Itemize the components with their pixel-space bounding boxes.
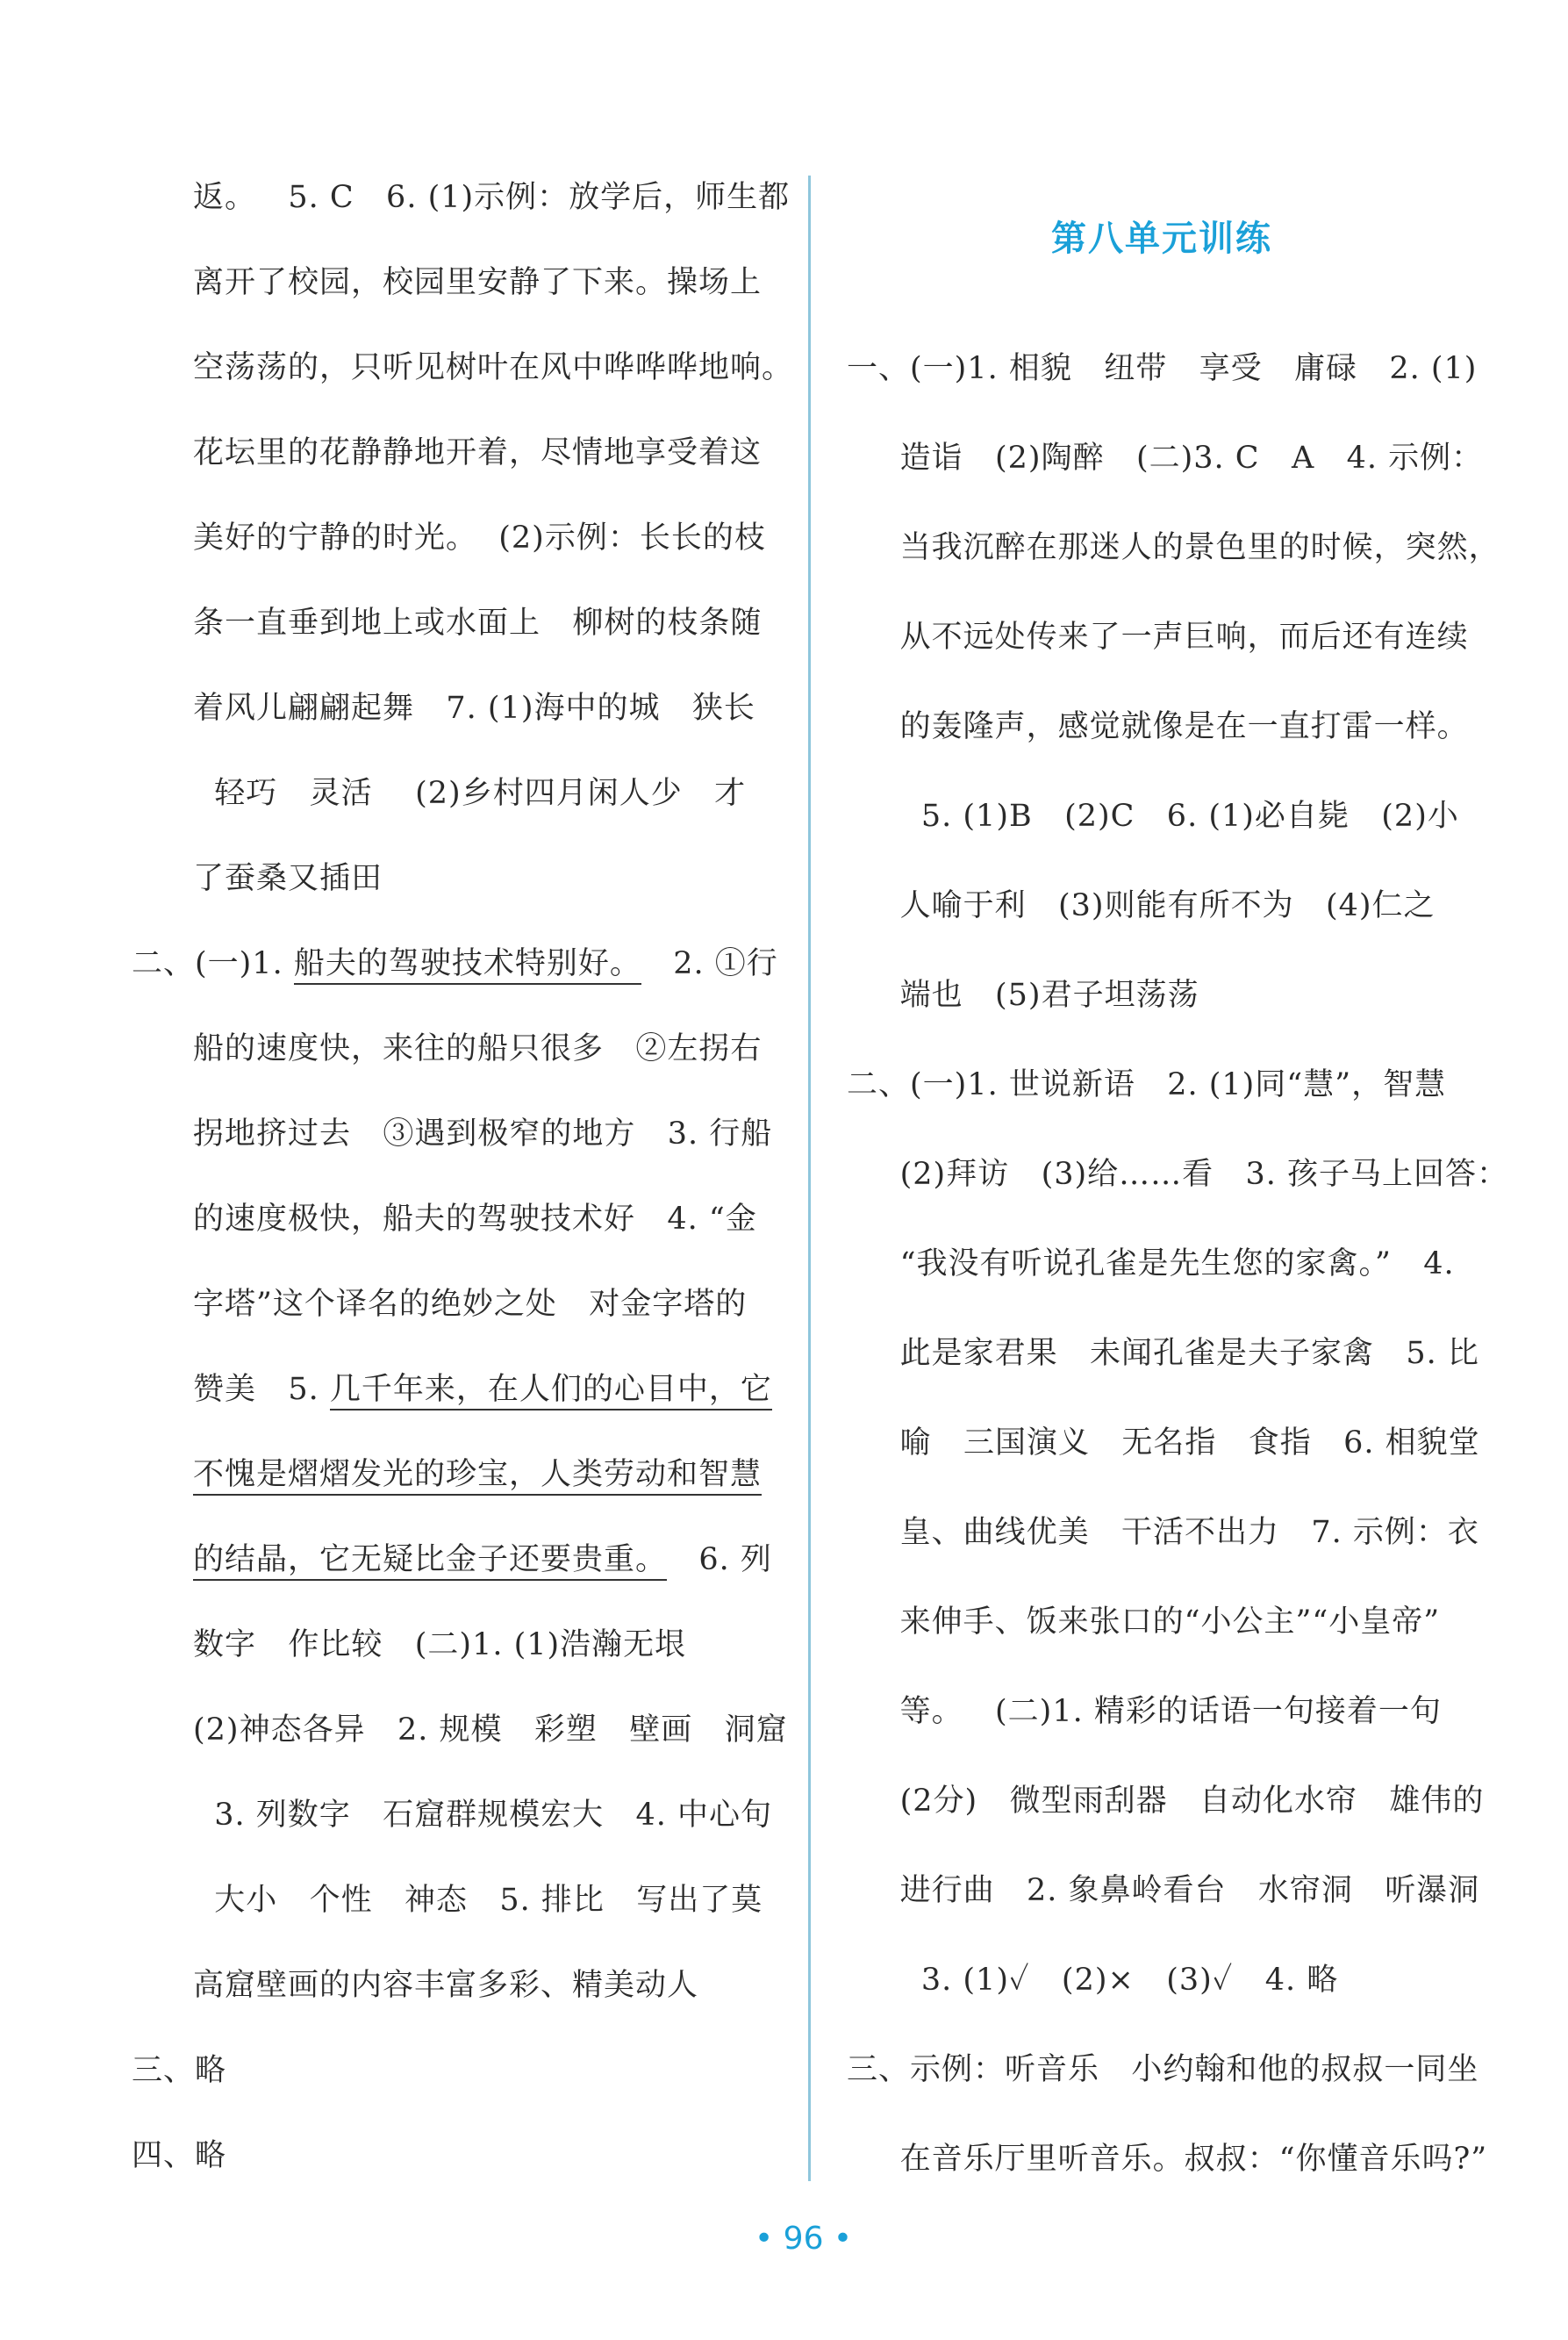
right-line-17: (2分) 微型雨刮器 自动化水帘 雄伟的 (847, 1784, 1485, 1819)
left-line-15-head: 赞美 5. (193, 1372, 330, 1407)
right-line-1: 一、(一)1. 相貌 纽带 享受 庸碌 2. (1) (847, 351, 1478, 386)
right-line-5: 的轰隆声，感觉就像是在一直打雷一样。 (847, 709, 1469, 744)
right-line-11: “我没有听说孔雀是先生您的家禽。” 4. (847, 1246, 1455, 1281)
underlined-answer-1: 船夫的驾驶技术特别好。 (294, 946, 641, 985)
section-two-label: 二、(一)1. (132, 946, 294, 981)
left-line-24: 四、略 (132, 2138, 227, 2173)
right-line-16: 等。 (二)1. 精彩的话语一句接着一句 (847, 1694, 1442, 1729)
left-line-19: (2)神态各异 2. 规模 彩塑 壁画 洞窟 (193, 1712, 788, 1748)
left-line-9: 了蚕桑又插田 (193, 861, 383, 896)
right-line-3: 当我沉醉在那迷人的景色里的时候，突然， (847, 530, 1500, 565)
left-line-18: 数字 作比较 (二)1. (1)浩瀚无垠 (193, 1627, 687, 1662)
right-line-15: 来伸手、饭来张口的“小公主”“小皇帝” (847, 1604, 1441, 1640)
right-line-19: 3. (1)✓ (2)× (3)✓ 4. 略 (847, 1963, 1339, 1998)
left-line-15 (193, 1367, 772, 1411)
left-line-23: 三、略 (132, 2053, 227, 2088)
left-line-10-tail: 2. ①行 (641, 946, 778, 981)
left-line-13: 的速度极快，船夫的驾驶技术好 4. “金 (193, 1202, 757, 1237)
right-line-14: 皇、曲线优美 干活不出力 7. 示例：衣 (847, 1515, 1479, 1550)
right-line-8: 端也 (5)君子坦荡荡 (847, 978, 1199, 1013)
underlined-answer-3: 不愧是熠熠发光的珍宝，人类劳动和智慧 (193, 1457, 762, 1496)
underlined-answer-2: 几千年来，在人们的心目中，它 (330, 1372, 772, 1410)
left-line-11: 船的速度快，来往的船只很多 ②左拐右 (193, 1031, 763, 1066)
right-line-9: 二、(一)1. 世说新语 2. (1)同“慧”，智慧 (847, 1067, 1447, 1102)
left-line-3: 空荡荡的，只听见树叶在风中哗哗哗地响。 (193, 350, 794, 385)
left-line-17 (193, 1538, 772, 1582)
right-line-12: 此是家君果 未闻孔雀是夫子家禽 5. 比 (847, 1336, 1479, 1371)
left-line-20: 3. 列数字 石窟群规模宏大 4. 中心句 (193, 1798, 773, 1833)
left-line-8: 轻巧 灵活 (2)乡村四月闲人少 才 (193, 776, 747, 811)
right-line-18: 进行曲 2. 象鼻岭看台 水帘洞 听瀑洞 (847, 1873, 1480, 1908)
section-title: 第八单元训练 (1051, 219, 1272, 259)
right-line-2: 造诣 (2)陶醉 (二)3. C A 4. 示例： (847, 441, 1484, 476)
right-line-21: 在音乐厅里听音乐。叔叔：“你懂音乐吗?” (847, 2142, 1488, 2177)
right-line-20: 三、示例：听音乐 小约翰和他的叔叔一同坐 (847, 2052, 1479, 2087)
left-line-12: 拐地挤过去 ③遇到极窄的地方 3. 行船 (193, 1116, 773, 1152)
left-line-2: 离开了校园，校园里安静了下来。操场上 (193, 265, 763, 300)
left-line-5: 美好的宁静的时光。 (2)示例：长长的枝 (193, 520, 766, 556)
left-line-14: 字塔”这个译名的绝妙之处 对金字塔的 (193, 1287, 748, 1322)
right-line-7: 人喻于利 (3)则能有所不为 (4)仁之 (847, 888, 1436, 923)
left-line-17-tail: 6. 列 (667, 1542, 772, 1577)
column-divider (808, 176, 811, 2181)
right-line-10: (2)拜访 (3)给……看 3. 孩子马上回答： (847, 1157, 1509, 1192)
left-line-4: 花坛里的花静静地开着，尽情地享受着这 (193, 435, 763, 470)
left-line-7: 着风儿翩翩起舞 7. (1)海中的城 狭长 (193, 691, 755, 726)
underlined-answer-4: 的结晶，它无疑比金子还要贵重。 (193, 1542, 667, 1581)
right-line-4: 从不远处传来了一声巨响，而后还有连续 (847, 620, 1469, 655)
page-number: • 96 • (755, 2221, 853, 2257)
left-line-16 (193, 1453, 762, 1497)
left-line-1: 返。 5. C 6. (1)示例：放学后，师生都 (193, 180, 791, 215)
left-line-22: 高窟壁画的内容丰富多彩、精美动人 (193, 1968, 699, 2003)
left-line-10 (132, 942, 778, 986)
left-line-6: 条一直垂到地上或水面上 柳树的枝条随 (193, 606, 763, 641)
left-line-21: 大小 个性 神态 5. 排比 写出了莫 (193, 1883, 763, 1918)
right-line-6: 5. (1)B (2)C 6. (1)必自毙 (2)小 (847, 799, 1459, 834)
right-line-13: 喻 三国演义 无名指 食指 6. 相貌堂 (847, 1425, 1480, 1461)
